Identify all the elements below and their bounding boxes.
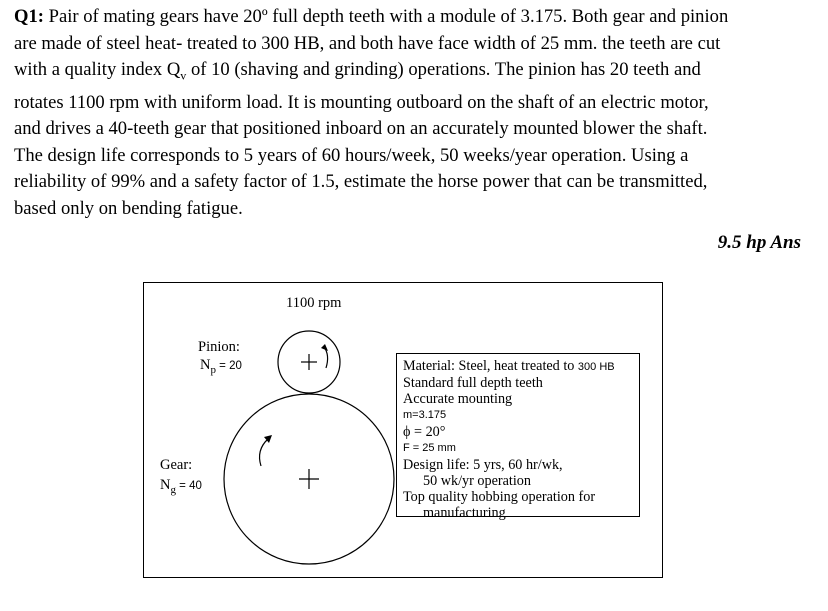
question-line-3a: with a quality index Q xyxy=(14,59,181,81)
question-line-6: The design life corresponds to 5 years of 60 hours/week, 50 weeks/year operation. Using a xyxy=(14,144,689,166)
gear-figure xyxy=(143,282,663,578)
spec-teeth: Standard full depth teeth xyxy=(403,375,543,391)
spec-hardness: 300 HB xyxy=(577,361,615,373)
question-text xyxy=(14,4,800,222)
gear-teeth-value: = 40 xyxy=(175,480,202,492)
question-line-8: based only on bending fatigue. xyxy=(14,197,243,219)
gear-teeth xyxy=(160,477,202,496)
gear-title: Gear: xyxy=(160,457,193,473)
gear-rotation-arrow xyxy=(260,439,268,466)
spec-box xyxy=(396,353,640,521)
pinion-n: N xyxy=(200,357,211,373)
pinion-subscript: p xyxy=(210,363,216,376)
pinion-teeth-value: = 20 xyxy=(215,360,242,372)
gear-subscript: g xyxy=(170,483,176,496)
question-line-4: rotates 1100 rpm with uniform load. It is mounting outboard on the shaft of an electric motor, xyxy=(14,91,709,113)
spec-face-width: F = 25 mm xyxy=(403,442,456,454)
spec-quality-1: Top quality hobbing operation for xyxy=(403,489,596,505)
spec-material-text: Material: Steel, heat treated to xyxy=(403,358,578,374)
spec-material xyxy=(403,358,633,375)
spec-quality-2: manufacturing xyxy=(423,505,506,521)
spec-module: m=3.175 xyxy=(403,409,447,421)
spec-life-1: Design life: 5 yrs, 60 hr/wk, xyxy=(403,457,563,473)
spec-pressure-angle: ϕ = 20° xyxy=(403,424,446,440)
speed-label: 1100 rpm xyxy=(286,295,342,311)
spec-mounting: Accurate mounting xyxy=(403,391,513,407)
pinion-arrow-head xyxy=(321,344,328,351)
question-line-1: Pair of mating gears have 20º full depth teeth with a module of 3.175. Both gear and pinion xyxy=(48,6,729,27)
quality-subscript: v xyxy=(180,68,187,83)
pinion-teeth xyxy=(200,357,242,376)
answer-text: 9.5 hp Ans xyxy=(717,232,801,253)
question-line-3b: of 10 (shaving and grinding) operations. The pinion has 20 teeth and xyxy=(186,59,701,81)
question-label: Q1: xyxy=(14,6,44,27)
pinion-title: Pinion: xyxy=(198,339,240,355)
question-line-5: and drives a 40-teeth gear that positioned inboard on an accurately mounted blower the shaft. xyxy=(14,118,708,140)
spec-life-2: 50 wk/yr operation xyxy=(423,473,531,489)
question-line-7: reliability of 99% and a safety factor of 1.5, estimate the horse power that can be transmitted, xyxy=(14,171,708,193)
question-line-2: are made of steel heat- treated to 300 HB, and both have face width of 25 mm. the teeth are cut xyxy=(14,32,721,54)
gear-n: N xyxy=(160,477,171,493)
